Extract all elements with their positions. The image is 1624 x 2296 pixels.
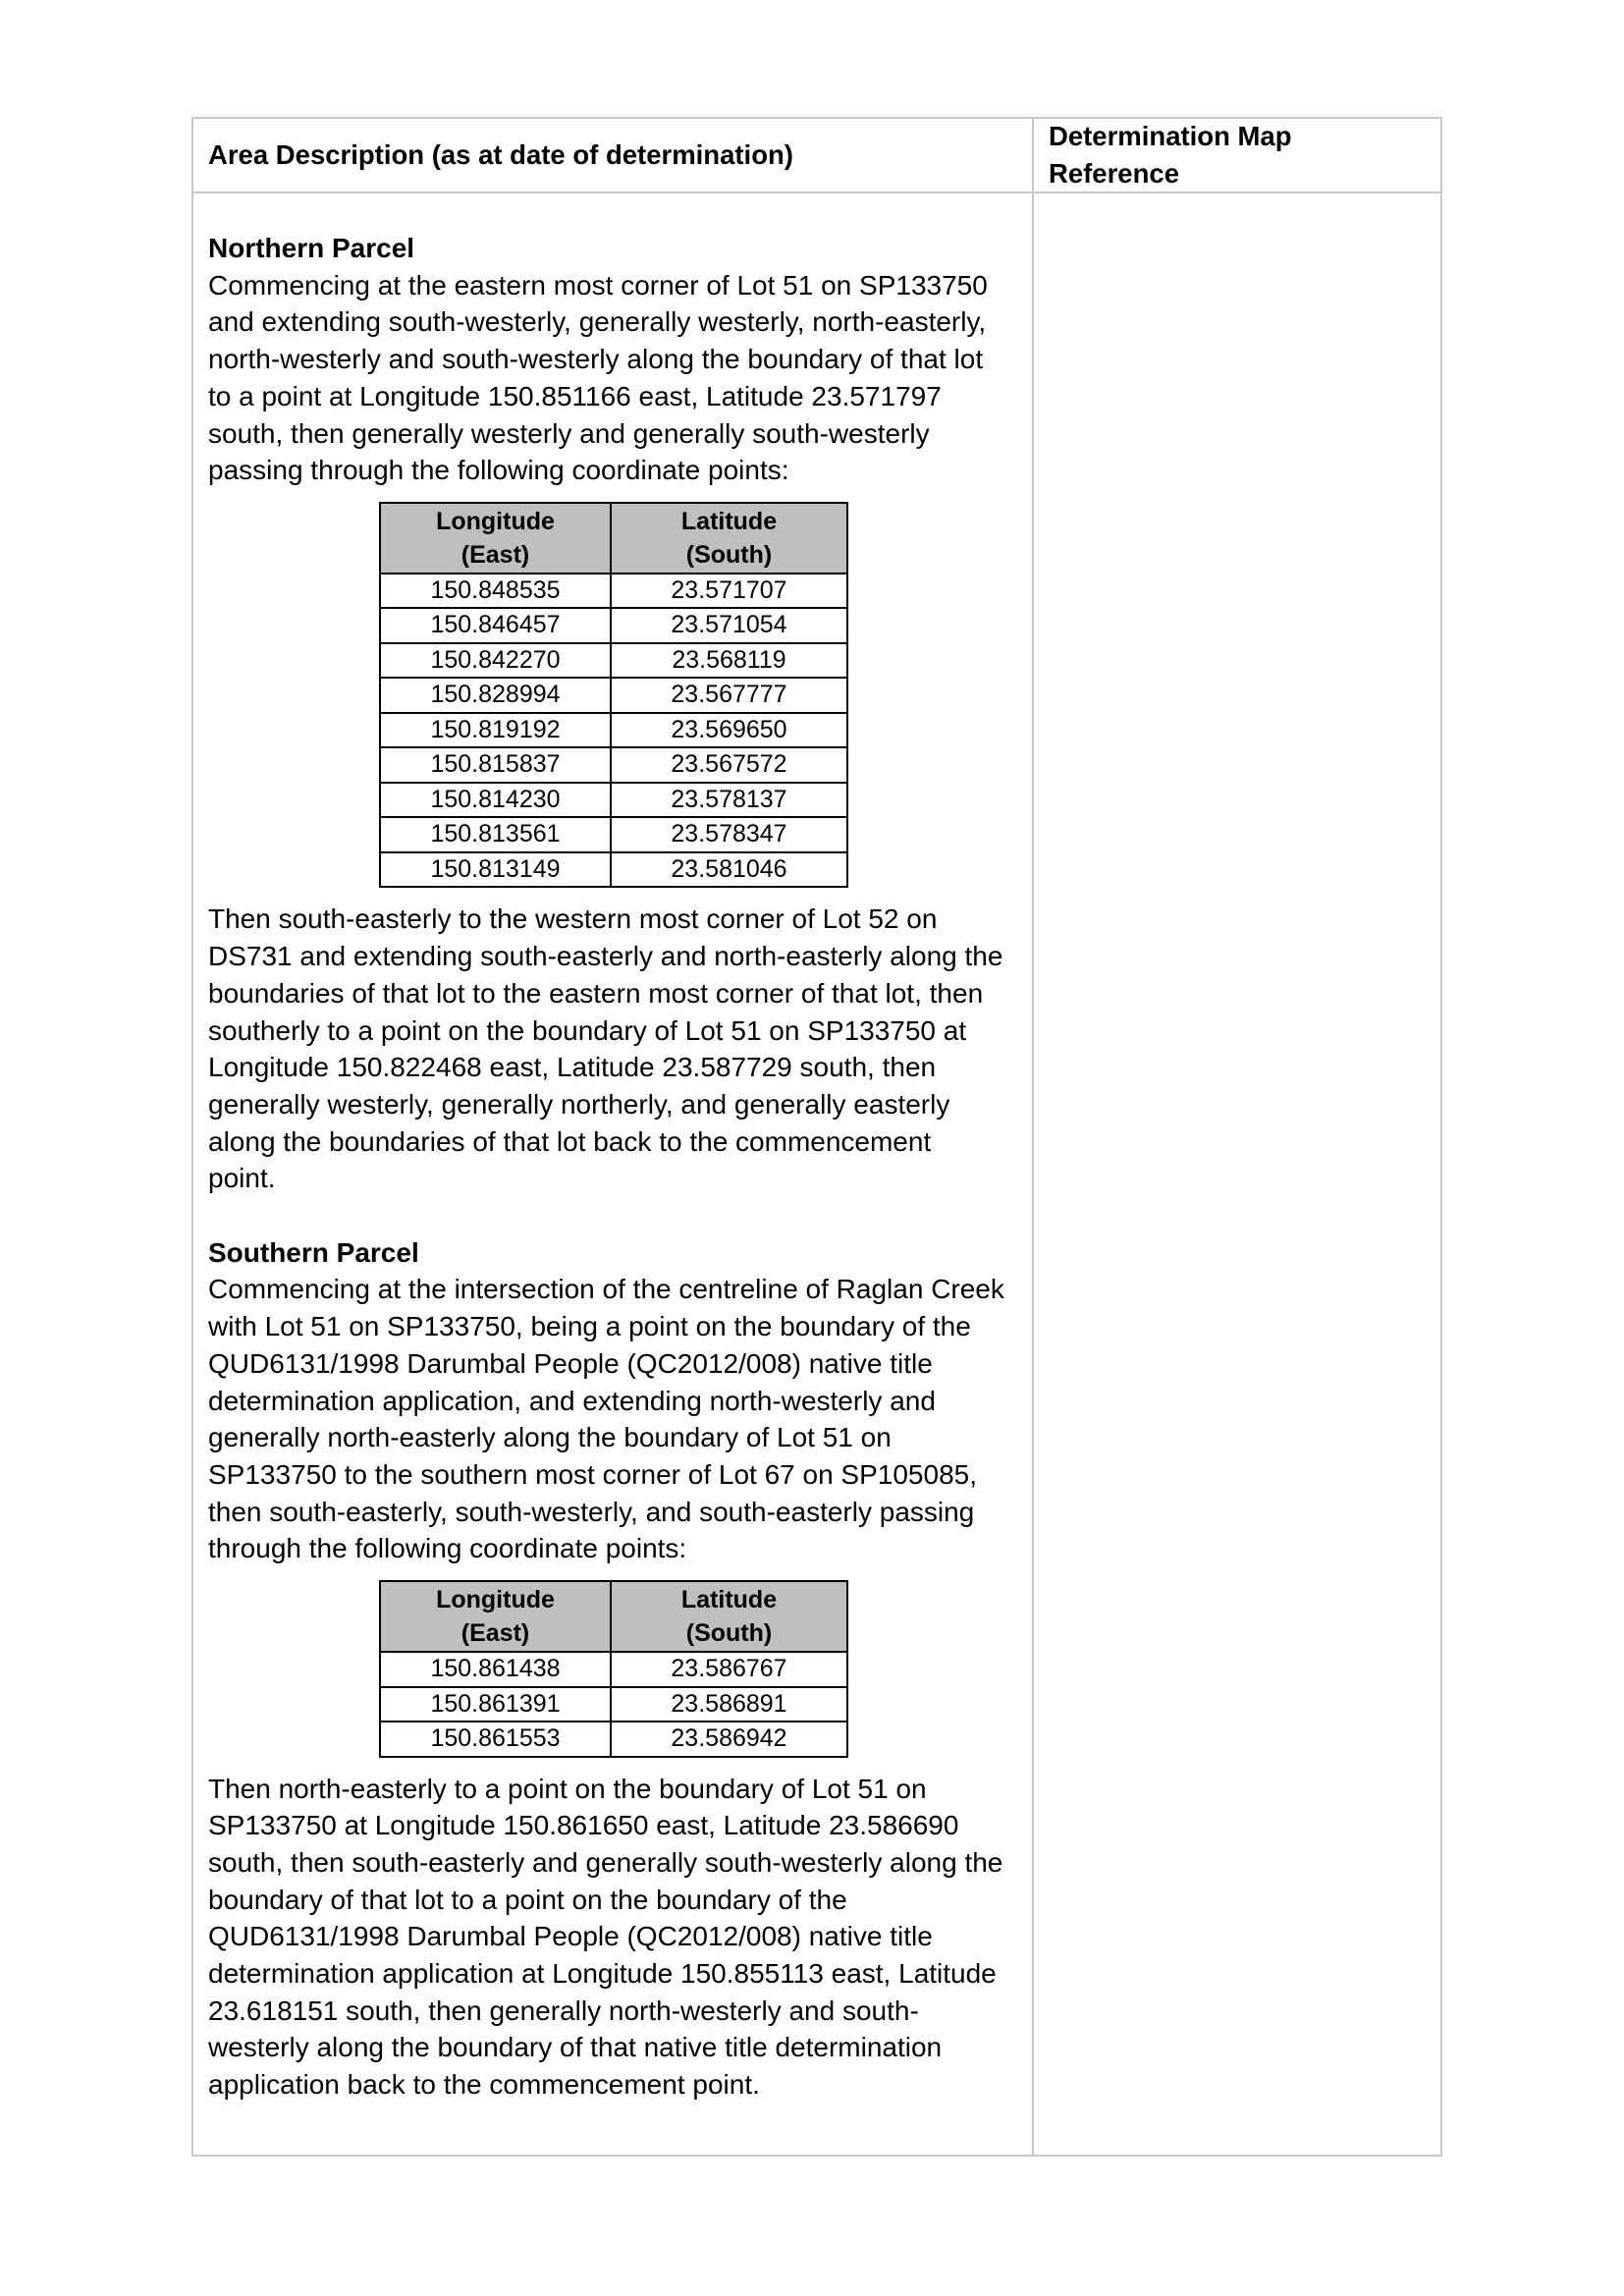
table-row	[380, 1722, 847, 1757]
column-divider	[1032, 117, 1034, 2157]
latitude-header-line1: Latitude	[680, 1586, 778, 1614]
southern-outro-line: QUD6131/1998 Darumbal People (QC2012/008) native title	[208, 1921, 933, 1952]
table-header-row	[380, 1581, 847, 1652]
latitude-cell: 23.568119	[611, 643, 847, 679]
northern-intro-line: and extending south-westerly, generally westerly, north-easterly,	[208, 306, 987, 338]
northern-outro-line: Longitude 150.822468 east, Latitude 23.587729 south, then	[208, 1052, 937, 1083]
longitude-header-line2: (East)	[460, 540, 530, 569]
table-row	[380, 608, 847, 643]
table-row	[380, 643, 847, 679]
southern-parcel-title: Southern Parcel	[208, 1236, 419, 1268]
latitude-cell: 23.578347	[611, 817, 847, 852]
southern-outro-line: SP133750 at Longitude 150.861650 east, Latitude 23.586690	[208, 1810, 959, 1841]
latitude-cell: 23.571707	[611, 574, 847, 609]
northern-outro-line: point.	[208, 1163, 276, 1194]
longitude-cell: 150.815837	[380, 747, 611, 783]
table-row	[380, 747, 847, 783]
latitude-cell: 23.586942	[611, 1722, 847, 1757]
longitude-cell: 150.813149	[380, 852, 611, 888]
southern-intro-line: QUD6131/1998 Darumbal People (QC2012/008) native title	[208, 1347, 933, 1379]
northern-outro-line: Then south-easterly to the western most corner of Lot 52 on	[208, 903, 938, 935]
latitude-cell: 23.586767	[611, 1652, 847, 1687]
table-row	[380, 678, 847, 713]
longitude-header-line1: Longitude	[436, 1586, 555, 1614]
paragraph-spacer	[208, 1197, 1023, 1234]
latitude-header-line2: (South)	[685, 1619, 773, 1648]
southern-outro-line: determination application at Longitude 150.855113 east, Latitude	[208, 1958, 997, 1990]
table-row	[380, 1652, 847, 1687]
northern-outro-line: generally westerly, generally northerly, and generally easterly	[208, 1088, 950, 1120]
northern-outro-line: along the boundaries of that lot back to the commencement	[208, 1125, 932, 1157]
table-header-row	[380, 503, 847, 574]
southern-intro-line: SP133750 to the southern most corner of Lot 67 on SP105085,	[208, 1458, 977, 1490]
northern-coordinates-table	[379, 502, 848, 889]
table-row	[380, 852, 847, 888]
southern-outro-line: Then north-easterly to a point on the boundary of Lot 51 on	[208, 1773, 927, 1804]
longitude-cell: 150.861391	[380, 1687, 611, 1722]
latitude-header	[611, 503, 847, 574]
longitude-cell: 150.814230	[380, 783, 611, 818]
latitude-cell: 23.569650	[611, 713, 847, 748]
latitude-cell: 23.567572	[611, 747, 847, 783]
southern-intro-line: then south-easterly, south-westerly, and south-easterly passing	[208, 1496, 975, 1527]
latitude-cell: 23.578137	[611, 783, 847, 818]
longitude-cell: 150.848535	[380, 574, 611, 609]
table-row	[380, 1687, 847, 1722]
latitude-cell: 23.567777	[611, 678, 847, 713]
latitude-header-line1: Latitude	[680, 507, 778, 535]
latitude-cell: 23.586891	[611, 1687, 847, 1722]
southern-outro-line: south, then south-easterly and generally south-westerly along the	[208, 1846, 1003, 1878]
southern-intro-line: through the following coordinate points:	[208, 1533, 687, 1564]
northern-intro-line: passing through the following coordinate points:	[208, 455, 789, 486]
table-row	[380, 574, 847, 609]
longitude-cell: 150.842270	[380, 643, 611, 679]
southern-outro-line: 23.618151 south, then generally north-westerly and south-	[208, 1995, 919, 2026]
longitude-header	[380, 503, 611, 574]
northern-outro-line: southerly to a point on the boundary of Lot 51 on SP133750 at	[208, 1014, 967, 1046]
longitude-header-line2: (East)	[460, 1619, 530, 1648]
southern-intro-line: with Lot 51 on SP133750, being a point on the boundary of the	[208, 1311, 971, 1342]
latitude-cell: 23.571054	[611, 608, 847, 643]
southern-coordinates-table	[379, 1580, 848, 1758]
longitude-header	[380, 1581, 611, 1652]
table-row	[380, 817, 847, 852]
northern-intro-line: Commencing at the eastern most corner of Lot 51 on SP133750	[208, 269, 988, 301]
table-row	[380, 783, 847, 818]
northern-intro-line: to a point at Longitude 150.851166 east, Latitude 23.571797	[208, 380, 942, 411]
longitude-cell: 150.846457	[380, 608, 611, 643]
longitude-header-line1: Longitude	[436, 507, 555, 535]
longitude-cell: 150.819192	[380, 713, 611, 748]
southern-intro-line: generally north-easterly along the boundary of Lot 51 on	[208, 1422, 892, 1453]
northern-parcel-title: Northern Parcel	[208, 233, 415, 263]
header-map-reference-line2: Reference	[1049, 158, 1179, 189]
southern-outro-line: boundary of that lot to a point on the boundary of the	[208, 1884, 847, 1915]
header-map-reference	[1049, 118, 1422, 192]
longitude-cell: 150.861553	[380, 1722, 611, 1757]
longitude-cell: 150.813561	[380, 817, 611, 852]
area-description-content	[208, 230, 1023, 2104]
longitude-cell: 150.861438	[380, 1652, 611, 1687]
northern-outro-line: DS731 and extending south-easterly and north-easterly along the	[208, 941, 1003, 972]
header-area-description: Area Description (as at date of determination)	[208, 139, 793, 170]
latitude-header	[611, 1581, 847, 1652]
northern-intro-line: south, then generally westerly and generally south-westerly	[208, 417, 930, 449]
southern-intro-line: determination application, and extending north-westerly and	[208, 1385, 936, 1416]
northern-outro-line: boundaries of that lot to the eastern most corner of that lot, then	[208, 977, 984, 1009]
southern-intro-line: Commencing at the intersection of the centreline of Raglan Creek	[208, 1274, 1004, 1305]
southern-outro-line: application back to the commencement point.	[208, 2069, 760, 2101]
latitude-header-line2: (South)	[685, 540, 773, 569]
table-row	[380, 713, 847, 748]
southern-outro-line: westerly along the boundary of that native title determination	[208, 2032, 943, 2063]
longitude-cell: 150.828994	[380, 678, 611, 713]
latitude-cell: 23.581046	[611, 852, 847, 888]
header-map-reference-line1: Determination Map	[1049, 121, 1292, 151]
northern-intro-line: north-westerly and south-westerly along the boundary of that lot	[208, 344, 984, 375]
